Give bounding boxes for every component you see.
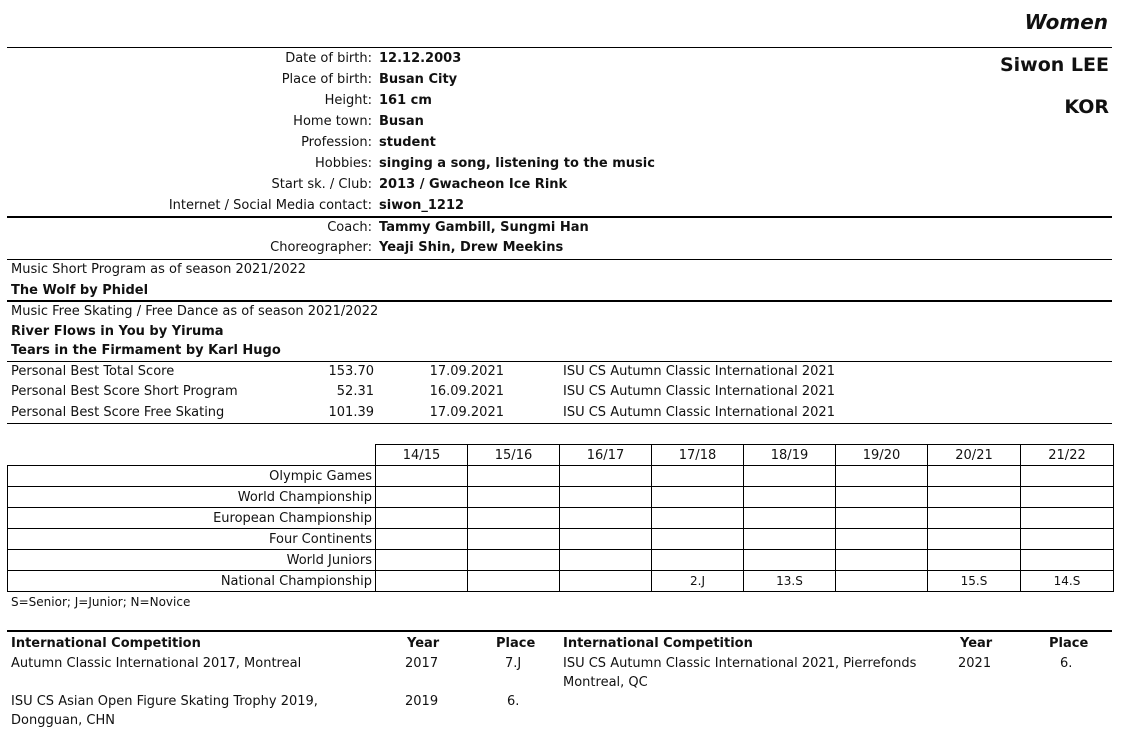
result-cell [928,508,1021,529]
table-row [8,508,1114,529]
table-legend: S=Senior; J=Junior; N=Novice [11,595,191,609]
result-cell [744,466,836,487]
competition-year: 2019 [405,694,439,709]
pb-label: Personal Best Total Score [11,364,175,379]
competition-year: 2017 [405,656,439,671]
competition-header: International Competition [563,636,753,651]
profile-value: 161 cm [379,93,432,108]
table-row [8,529,1114,550]
profile-label: Date of birth: [285,51,372,66]
competition-header: International Competition [11,636,201,651]
event-name: Four Continents [8,529,376,550]
pb-score: 52.31 [336,384,374,399]
profile-label: Place of birth: [281,72,372,87]
result-cell [468,529,560,550]
result-cell [836,466,928,487]
result-cell [376,487,468,508]
choreographer-label: Choreographer: [270,240,372,255]
result-cell [468,550,560,571]
music-free-label: Music Free Skating / Free Dance as of season 2021/2022 [11,304,379,319]
result-cell [744,487,836,508]
divider [7,423,1112,424]
event-name: Olympic Games [8,466,376,487]
pb-date: 17.09.2021 [429,405,504,420]
divider [7,630,1112,632]
season-header: 17/18 [652,445,744,466]
profile-value: student [379,135,436,150]
place-header: Place [1049,636,1089,651]
pb-label: Personal Best Score Short Program [11,384,238,399]
result-cell [560,550,652,571]
result-cell [468,487,560,508]
competition-name: Autumn Classic International 2017, Montreal [11,656,302,671]
result-cell [376,550,468,571]
season-header: 20/21 [928,445,1021,466]
season-header: 15/16 [468,445,560,466]
pb-date: 16.09.2021 [429,384,504,399]
profile-value: siwon_1212 [379,198,465,213]
competition-name-cont: Dongguan, CHN [11,713,115,728]
result-cell [836,487,928,508]
pb-event: ISU CS Autumn Classic International 2021 [563,384,835,399]
competition-year: 2021 [958,656,992,671]
pb-event: ISU CS Autumn Classic International 2021 [563,405,835,420]
year-header: Year [960,636,993,651]
result-cell [652,529,744,550]
divider [7,361,1112,362]
event-name: World Championship [8,487,376,508]
profile-value: 2013 / Gwacheon Ice Rink [379,177,568,192]
profile-label: Internet / Social Media contact: [168,198,372,213]
result-cell [376,571,468,592]
season-header: 16/17 [560,445,652,466]
competition-place: 6. [507,694,520,709]
result-cell [560,508,652,529]
table-row [8,550,1114,571]
result-cell [376,508,468,529]
result-cell [1021,550,1114,571]
divider [7,300,1112,302]
profile-label: Hobbies: [315,156,372,171]
season-header: 18/19 [744,445,836,466]
result-cell [468,466,560,487]
result-cell [652,466,744,487]
competition-name: ISU CS Asian Open Figure Skating Trophy 2019, [11,694,318,709]
result-cell: 14.S [1021,571,1114,592]
result-cell [1021,487,1114,508]
result-cell [836,508,928,529]
result-cell [560,529,652,550]
result-cell [1021,508,1114,529]
choreographer-value: Yeaji Shin, Drew Meekins [379,240,564,255]
result-cell: 15.S [928,571,1021,592]
result-cell [652,508,744,529]
result-cell: 13.S [744,571,836,592]
profile-label: Height: [324,93,372,108]
divider [7,47,1112,48]
profile-value: Busan [379,114,424,129]
season-header: 19/20 [836,445,928,466]
result-cell [1021,529,1114,550]
result-cell [652,487,744,508]
event-name: National Championship [8,571,376,592]
divider [7,216,1112,218]
result-cell [836,550,928,571]
skater-country: KOR [1064,96,1109,118]
coach-label: Coach: [327,220,372,235]
table-row [8,466,1114,487]
profile-value: Busan City [379,72,458,87]
pb-date: 17.09.2021 [429,364,504,379]
skater-name: Siwon LEE [999,54,1109,76]
category-title: Women [1024,10,1108,34]
table-row [8,487,1114,508]
event-name: European Championship [8,508,376,529]
result-cell [652,550,744,571]
table-corner [8,445,376,466]
competition-place: 6. [1060,656,1073,671]
result-cell [836,571,928,592]
music-short-title: The Wolf by Phidel [11,283,149,298]
table-row [8,571,1114,592]
coach-value: Tammy Gambill, Sungmi Han [379,220,589,235]
competition-name-cont: Montreal, QC [563,675,648,690]
pb-score: 101.39 [328,405,374,420]
result-cell [560,487,652,508]
result-cell [468,571,560,592]
result-cell [836,529,928,550]
place-header: Place [496,636,536,651]
result-cell [376,529,468,550]
result-cell [928,529,1021,550]
result-cell [928,466,1021,487]
season-header: 14/15 [376,445,468,466]
pb-label: Personal Best Score Free Skating [11,405,225,420]
competition-place: 7.J [505,656,522,671]
result-cell [744,508,836,529]
divider [7,259,1112,260]
result-cell [744,550,836,571]
profile-label: Start sk. / Club: [271,177,372,192]
results-table [7,444,1114,592]
result-cell [928,487,1021,508]
result-cell [744,529,836,550]
profile-label: Home town: [293,114,372,129]
competition-name: ISU CS Autumn Classic International 2021, Pierrefonds [563,656,917,671]
result-cell [468,508,560,529]
result-cell: 2.J [652,571,744,592]
year-header: Year [407,636,440,651]
event-name: World Juniors [8,550,376,571]
result-cell [560,466,652,487]
result-cell [376,466,468,487]
profile-value: singing a song, listening to the music [379,156,655,171]
season-header: 21/22 [1021,445,1114,466]
pb-score: 153.70 [328,364,374,379]
profile-value: 12.12.2003 [379,51,462,66]
table-header-row [8,445,1114,466]
result-cell [560,571,652,592]
result-cell [1021,466,1114,487]
pb-event: ISU CS Autumn Classic International 2021 [563,364,835,379]
profile-label: Profession: [301,135,372,150]
music-short-label: Music Short Program as of season 2021/2022 [11,262,307,277]
result-cell [928,550,1021,571]
music-free-title: River Flows in You by Yiruma [11,324,224,339]
music-free-title: Tears in the Firmament by Karl Hugo [11,343,281,358]
